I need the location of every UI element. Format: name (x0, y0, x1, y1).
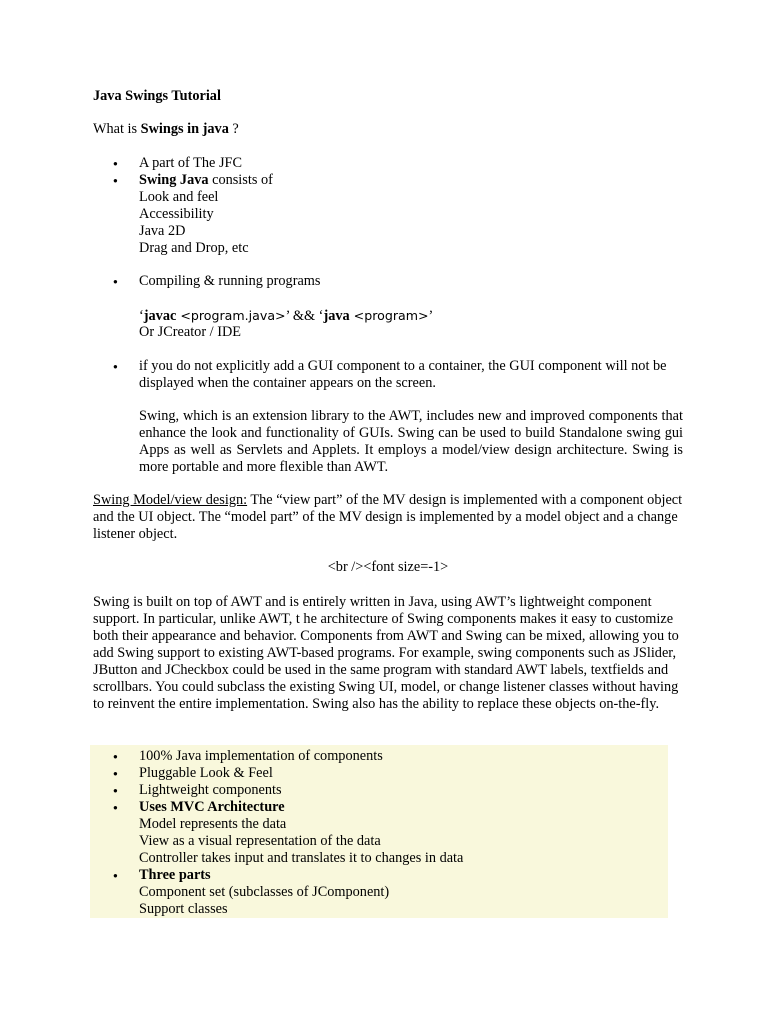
mv-design-label: Swing Model/view design: (93, 492, 248, 508)
sub-item: View as a visual representation of the data (139, 833, 381, 849)
compile-command (139, 307, 433, 325)
list-item (93, 782, 683, 799)
list-item-text: Pluggable Look & Feel (139, 765, 273, 781)
quote: ‘ (139, 308, 144, 324)
list-item-text: consists of (208, 172, 273, 188)
mv-design-text: The “view part” of the MV design is implemented with a component object and the UI object. The “model part” of the MV design is implemented by a model object and a change listener object. (93, 492, 683, 542)
sub-item: Support classes (139, 901, 228, 917)
list-item (93, 765, 683, 782)
features-list (93, 748, 683, 918)
quote: ’ (428, 308, 434, 324)
sub-item: Drag and Drop, etc (139, 240, 249, 256)
list-item (93, 748, 683, 765)
javac-command: javac (143, 308, 177, 324)
ide-line: Or JCreator / IDE (139, 324, 242, 340)
what-is-suffix: ? (228, 121, 239, 137)
list-item (93, 867, 683, 918)
javac-arg: <program.java> (176, 308, 286, 323)
gui-list (93, 358, 683, 392)
list-item-bold: Uses MVC Architecture (139, 799, 285, 815)
quote: ’ && ‘ (285, 308, 324, 324)
list-item (93, 172, 683, 257)
list-item (93, 358, 683, 392)
list-item-text: if you do not explicitly add a GUI component to a container, the GUI component will not be displayed when the container appears on the screen. (139, 358, 667, 391)
mv-design-paragraph (93, 492, 683, 543)
list-item (93, 273, 683, 290)
what-is-prefix: What is (93, 121, 141, 137)
list-item (93, 799, 683, 867)
swing-paragraph: Swing, which is an extension library to the AWT, includes new and improved components that enhance the look and functionality of GUIs. Swing can be used to build Standalone swing gui Apps as well as Servlets and Applets. It employs a model/view design architecture. Swing is more portable and more flexible than AWT. (139, 408, 683, 475)
list-item (93, 155, 683, 172)
sub-item: Controller takes input and translates it to changes in data (139, 850, 464, 866)
java-command: java (323, 308, 350, 324)
list-item-text: Lightweight components (139, 782, 282, 798)
list-item-bold: Swing Java (139, 172, 209, 188)
what-is-bold: Swings in java (140, 121, 229, 137)
compiling-list (93, 273, 683, 290)
intro-list (93, 155, 683, 257)
list-item-text: 100% Java implementation of components (139, 748, 383, 764)
java-arg: <program> (349, 308, 429, 323)
page-title: Java Swings Tutorial (93, 88, 221, 104)
sub-item: Java 2D (139, 223, 186, 239)
list-item-text: A part of The JFC (139, 155, 242, 171)
sub-item: Component set (subclasses of JComponent) (139, 884, 390, 900)
sub-item: Model represents the data (139, 816, 287, 832)
sub-item: Look and feel (139, 189, 219, 205)
list-item-text: Compiling & running programs (139, 273, 321, 289)
sub-item: Accessibility (139, 206, 214, 222)
what-is-heading (93, 121, 239, 138)
br-font-line: <br /><font size=-1> (327, 559, 449, 575)
list-item-bold: Three parts (139, 867, 211, 883)
built-paragraph: Swing is built on top of AWT and is entirely written in Java, using AWT’s lightweight component support. In particular, unlike AWT, t he architecture of Swing components makes it easy to customize both their appearance and behavior. Components from AWT and Swing can be mixed, allowing you to add Swing support to existing AWT-based programs. For example, swing components such as JSlider, JButton and JCheckbox could be used in the same program with standard AWT labels, textfields and scrollbars. You could subclass the existing Swing UI, model, or change listener classes without having to reinvent the entire implementation. Swing also has the ability to replace these objects on-the-fly. (93, 594, 679, 712)
